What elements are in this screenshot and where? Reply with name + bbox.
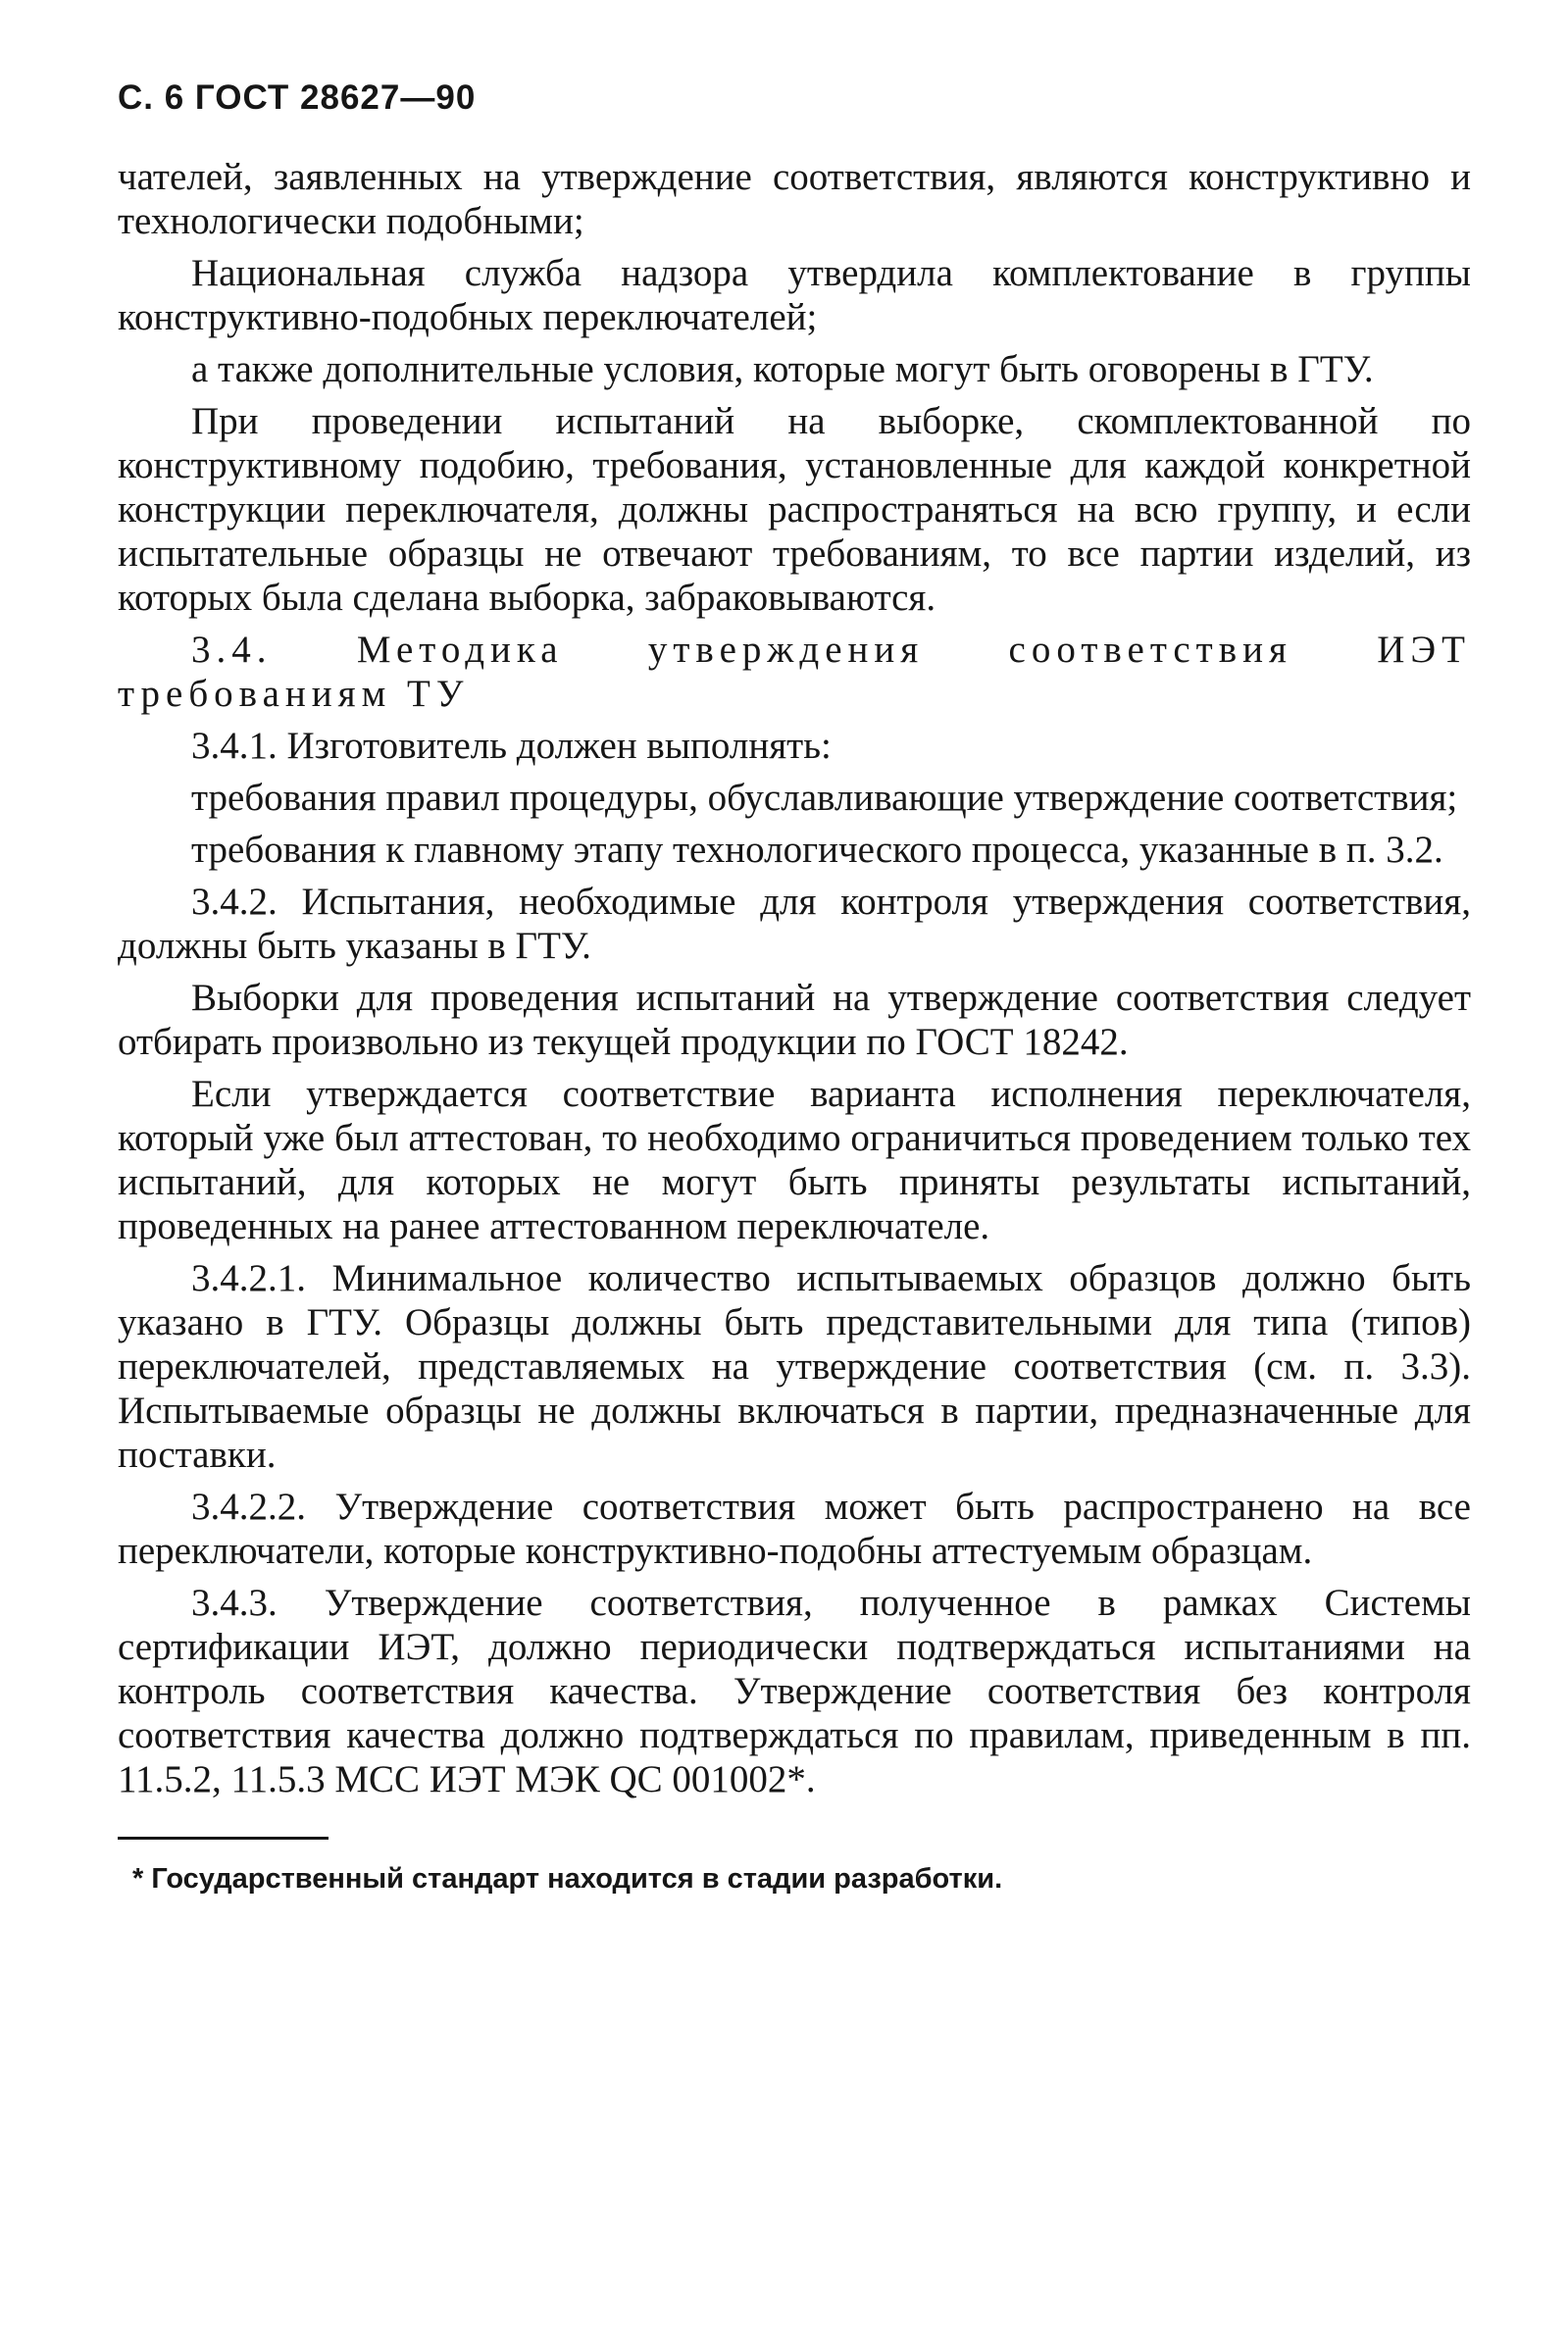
- paragraph: 3.4.1. Изготовитель должен выполнять:: [191, 725, 832, 767]
- paragraph: Национальная служба надзора утвердила комплектование в группы конструктивно-подобных переключателей;: [118, 252, 1471, 338]
- paragraph: 3.4.2. Испытания, необходимые для контроля утверждения соответствия, должны быть указаны в ГТУ.: [118, 881, 1471, 967]
- footnote: * Государственный стандарт находится в стадии разработки.: [132, 1863, 1003, 1895]
- paragraph: Если утверждается соответствие варианта исполнения переключателя, который уже был аттестован, то необходимо ограничиться проведением только тех испытаний, для которых не могут быть приняты результаты испытаний, проведенных на ранее аттестованном переключателе.: [118, 1073, 1471, 1247]
- paragraph-continuation: чателей, заявленных на утверждение соответствия, являются конструктивно и технологически подобными;: [118, 156, 1471, 242]
- paragraph: При проведении испытаний на выборке, скомплектованной по конструктивному подобию, требования, установленные для каждой конкретной конструкции переключателя, должны распространяться на всю группу, и если испытательные образцы не отвечают требованиям, то все партии изделий, из которых была сделана выборка, забраковываются.: [118, 400, 1471, 619]
- paragraph: а также дополнительные условия, которые могут быть оговорены в ГТУ.: [191, 348, 1374, 390]
- paragraph: требования к главному этапу технологического процесса, указанные в п. 3.2.: [191, 829, 1443, 871]
- document-page: [118, 78, 1471, 1897]
- paragraph: требования правил процедуры, обуславливающие утверждение соответствия;: [191, 777, 1458, 819]
- paragraph: 3.4.2.1. Минимальное количество испытываемых образцов должно быть указано в ГТУ. Образцы должны быть представительными для типа (типов) переключателей, представляемых на утверждение соответствия (см. п. 3.3). Испытываемые образцы не должны включаться в партии, предназначенные для поставки.: [118, 1257, 1471, 1476]
- paragraph: 3.4.3. Утверждение соответствия, полученное в рамках Системы сертификации ИЭТ, должно периодически подтверждаться испытаниями на контроль соответствия качества. Утверждение соответствия без контроля соответствия качества должно подтверждаться по правилам, приведенным в пп. 11.5.2, 11.5.3 МСС ИЭТ МЭК QC 001002*.: [118, 1582, 1471, 1800]
- section-heading: 3.4. Методика утверждения соответствия ИЭТ требованиям ТУ: [118, 629, 1471, 715]
- page-header: С. 6 ГОСТ 28627—90: [118, 78, 477, 117]
- footnote-divider: [118, 1837, 329, 1840]
- paragraph: Выборки для проведения испытаний на утверждение соответствия следует отбирать произвольно из текущей продукции по ГОСТ 18242.: [118, 977, 1471, 1063]
- paragraph: 3.4.2.2. Утверждение соответствия может быть распространено на все переключатели, которые конструктивно-подобны аттестуемым образцам.: [118, 1486, 1471, 1572]
